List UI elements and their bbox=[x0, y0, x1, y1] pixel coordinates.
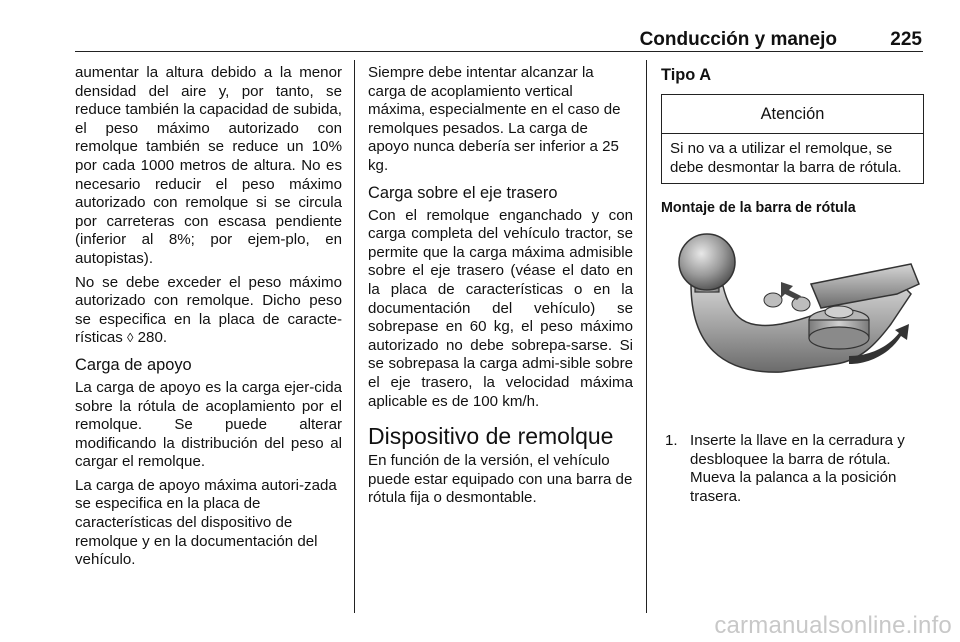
instruction-steps bbox=[661, 432, 924, 506]
step-1 bbox=[661, 432, 924, 506]
ref-arrow-icon: ◊ bbox=[127, 330, 134, 346]
column-3 bbox=[661, 64, 924, 507]
paragraph-max-weight bbox=[75, 274, 342, 348]
page-reference-link[interactable]: 280. bbox=[137, 329, 168, 347]
paragraph-altitude: aumentar la altura debido a la menor densidad del aire y, por tanto, se reduce también la capacidad de subida, el peso máximo autorizado con remolque también se reduce un 10% por cada 1000 metros de altura. No es necesario reducir el peso máximo autorizado con remolque si se circula por carreteras con escasa pendiente (inferior al 8%; por ejem‐plo, en autopistas). bbox=[75, 64, 342, 267]
column-divider-left bbox=[354, 60, 355, 613]
paragraph-device-versions: En función de la versión, el vehículo puede estar equipado con una barra de rótula fija o desmontable. bbox=[368, 452, 633, 507]
heading-tipo-a: Tipo A bbox=[661, 66, 712, 84]
heading-carga-eje-trasero: Carga sobre el eje trasero bbox=[368, 183, 558, 202]
column-divider-right bbox=[646, 60, 647, 613]
site-watermark: carmanualsonline.info bbox=[714, 612, 952, 639]
paragraph-coupling-load: Siempre debe intentar alcanzar la carga de acoplamiento vertical máxima, especialmente en el caso de remolques pesados. La carga de apoyo nunca debería ser inferior a 25 kg. bbox=[368, 64, 621, 174]
step-text: Inserte la llave en la cerradura y desbloquee la barra de rótula. Mueva la palanca a la posición trasera. bbox=[690, 432, 905, 505]
step-number: 1. bbox=[665, 432, 678, 450]
heading-montaje: Montaje de la barra de rótula bbox=[661, 200, 856, 217]
paragraph-apoyo-max: La carga de apoyo máxima autori‐zada se especifica en la placa de características del dispositivo de remolque y en la documentación del vehículo. bbox=[75, 476, 337, 569]
paragraph-rear-axle: Con el remolque enganchado y con carga completa del vehículo tractor, se permite que la carga máxima admisible sobre el eje trasero (véase el dato en la placa de características o en la documentación del vehículo) se sobrepase en 60 kg, el peso máximo autorizado no debe sobrepa‐sarse. Si se sobrepasa la carga admi‐sible sobre el eje trasero, la velocidad máxima aplicable es de 100 km/h. bbox=[368, 206, 633, 410]
page-number: 225 bbox=[890, 29, 922, 50]
notice-box bbox=[661, 94, 924, 184]
header-rule bbox=[75, 51, 923, 52]
paragraph-max-weight-text: No se debe exceder el peso máximo autorizado con remolque. Dicho peso se especifica en la placa de caracte‐rísticas bbox=[75, 273, 342, 347]
notice-text: Si no va a utilizar el remolque, se debe desmontar la barra de rótula. bbox=[670, 140, 902, 176]
heading-carga-de-apoyo: Carga de apoyo bbox=[75, 355, 192, 374]
column-1 bbox=[75, 64, 342, 575]
page-header-title: Conducción y manejo bbox=[639, 29, 837, 50]
column-2 bbox=[368, 64, 633, 513]
heading-dispositivo-remolque: Dispositivo de remolque bbox=[368, 423, 614, 450]
paragraph-apoyo-definition: La carga de apoyo es la carga ejer‐cida sobre la rótula de acoplamiento por el remolque. Se puede alterar modificando la distribución del peso al cargar el remolque. bbox=[75, 378, 342, 471]
tow-ball-bar-illustration bbox=[661, 224, 925, 414]
notice-title: Atención bbox=[662, 95, 923, 134]
